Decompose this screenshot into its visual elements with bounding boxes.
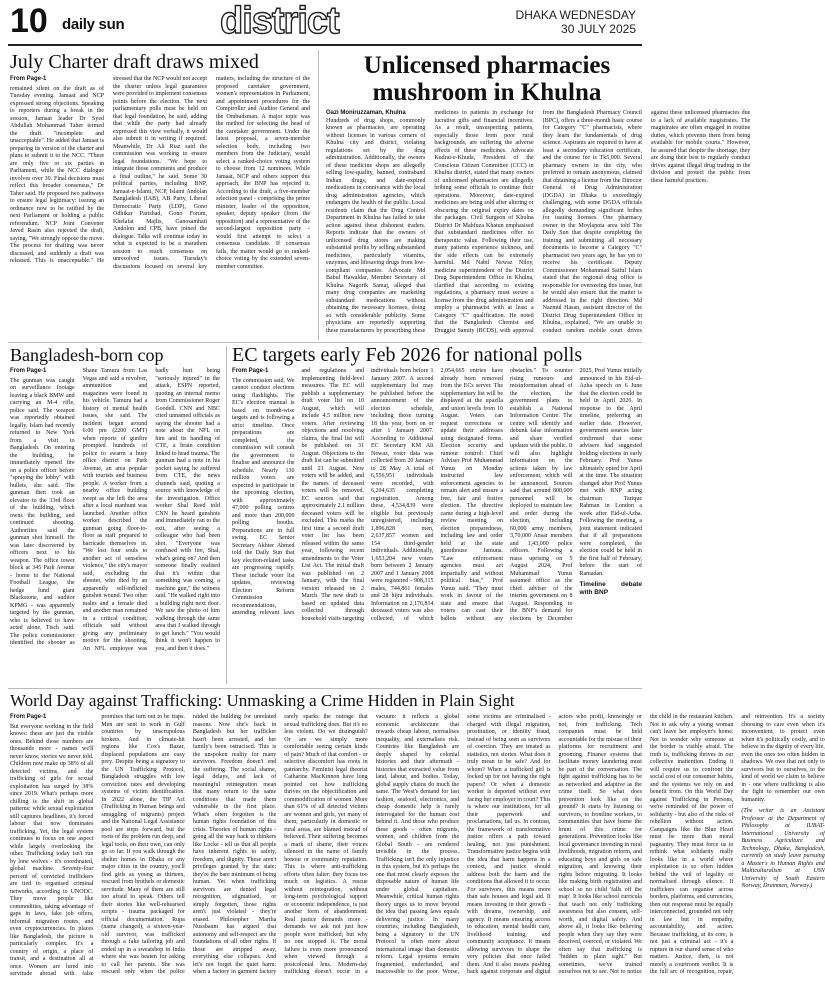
masthead <box>0 0 650 46</box>
story4-paragraph: The commission said. We cannot conduct elections using flashlights. The EC's election manual is based on month-wise targets and is following a strict timeline. Once preparations are completed, the commission will consult the government to finalise and announce the schedule. Nearly 130 million voters are expected to participate in the upcoming election, with approximately 47,000 polling centres and more than 200,000 polling booths. Preparations are in full swing. EC Senior Secretary Akhter Ahmed told the Daily Sun that key election-related tasks are progressing rapidly. These include voter list updates, reviewing Election Reform Commission recommendations, amending relevant laws and regulations and implementing field-level measures. The EC will publish a supplementary draft voter list on 10 August, which will include 4.5 million new voters. After reviewing objections and resolving claims, the final list will be published on 31 August. Objections to the draft list can be submitted until 21 August. New voters will be added, and the names of deceased voters will be removed. EC sources said that approximately 2.1 million deceased voters will be excluded. This marks the first time a second draft voter list has been released within the same year, following recent amendments to the Voter List Act. The initial draft was published on 2 January, with the final version released on 2 March. The new draft is based on updated data collected through household visits targeting individuals born before 1 January 2007. A second supplementary list may be published before the announcement of the election schedule, including those turning 18 this year, born on or after 1 January 2007. According to Additional EC Secretary KM Ali Newaz, voter data was collected from 20 January to 28 May. A total of 6,556,951 individuals were recorded, with 6,204,635 completing registration. Among these, 4,534,839 were eligible but previously unregistered, including 1,896,828 men, 2,637,857 women and 154 third-gender individuals. Additionally, 1,653,204 new voters born between 2 January 2007 and 1 January 2008 were registered - 908,315 males, 744,861 females and 28 hijra individuals. Information on 2,176,814 deceased voters was also collected, of which 2,054,665 entries have already been removed from the ECs server. The supplementary list will be displayed at the upazila and union levels from 10 August. Voters can request corrections or update their addresses using designated forms. Election security and rumour control: Chief Adviser Prof Muhammad Yunus on Monday instructed law enforcement agencies to remain alert and ensure a free, fair and festive election. The directive came during a high-level review meeting on election preparedness, including law and order held at the state guesthouse Jamuna. "Law enforcement agencies must act impartially and without political bias," Prof Yunus said. "They must work in favour of the state and ensure that voters can cast their ballots without any obstacles." To counter rising rumours and misinformation ahead of the election, the government plans to establish a National Information Centre. The centre will identify and debunk false information and share verified updates with the public. It will also highlight information on the actions taken by law enforcement, which will be announced. Sources said that around 800,000 personnel will be deployed to maintain law and order during the election, including 60,000 army members, 3,70,000 Ansar members and 1,43,000 police officers. Following a mass uprising on 5 August 2024, Prof Muhammad Yunus assumed office as the chief adviser of the interim government on 8 August. Responding to the BNP's demand for elections by December 2025, Prof Yunus initially announced in his Eid-ul-Azha speech on 6 June that the election could be held in April 2026. In response to the April timeline, preferring an earlier date. However, government sources later confirmed that some advisers had suggested holding elections in early February. Prof Yunus ultimately opted for April at the time. The situation changed after Prof Yunus met with BNP acting chairman Tarique Rahman in London a week after Eid-ul-Azha. Following the meeting, a joint statement indicated that if all preparations were completed, the election could be held in the first half of February, before the start of Ramadan. <box>232 368 642 622</box>
story5-text <box>10 714 825 980</box>
story3-from: From Page-1 <box>10 368 47 374</box>
column-divider <box>226 346 227 684</box>
masthead-rule <box>8 44 642 46</box>
story3-text <box>10 368 220 684</box>
dateline <box>516 8 636 36</box>
story2-paragraph: Hundreds of drug shops, commonly known as pharmacies, are operating without licenses in various corners of Khulna city and district, violating regulations set by the drug administration. Additionally, the owners of these medicine shops are allegedly selling low-quality, banned, contraband Indian drugs, and date-expired medications in connivance with the local drug administration agencies, which endangers the health of the public. Local residents claim that the Drug Control Department in Khulna has failed to take action against these dishonest traders. Reports indicate that the owners of unlicensed drug stores are making substantial profits by selling substandard medicines, particularly vitamins, enzymes, and lifesaving drugs from low-compliant companies. Advocate Md Babul Hawaldar, Member Secretary of Khulna Nagorik Samaj, alleged that many drug companies are marketing substandard medications without obtaining the necessary licenses, doing so with considerable publicity. Some physicians are reportedly supporting these manufacturers by prescribing these medicines to patients in exchange for lucrative gifts and financial incentives. As a result, unsuspecting patients, especially those from poor rural backgrounds, are suffering the adverse effects of these medicines. Advocate Kudrat-e-Khuda, President of the Conscious Citizen Committee (CCC) in Khulna district, stated that many owners of unlicensed pharmacies are allegedly bribing some officials to continue their operations. Moreover, date-expired medicines are being sold after altering or obscuring the original expiry dates on the packages. Civil Surgeon of Khulna District Dr Mahfuza Khatun emphasised that substandard medicines offer no therapeutic value. Following their use, many patients experience sickness, and the side effects can be extremely harmful. Md Nabil Newaz Niloy, medicine superintendent of the District Drug Superintendent Office in Khulna, clarified that according to existing regulations, a pharmacy must secure a license from the drug administration and employ a pharmacist with at least a Category "C" qualification. He noted that the Bangladesh Chemist and Druggist Samity (BCDS), with approval from the Bangladesh Pharmacy Council (BPC), offers a three-month basic course for Category "C" pharmacists, where they learn the fundamentals of drug science. Aspirants are required to have at least a secondary education certificate, and the course fee is Tk5,000. Several pharmacy owners in the city, who preferred to remain anonymous, claimed that obtaining a license from the Director General of Drug Administration (DGDA) in Dhaka is exceedingly challenging, with some DGDA officials allegedly demanding significant bribes for issuing licenses. One pharmacy owner in the Moylapota area told The Daily Sun that despite completing the training and submitting all necessary documents to become a Category "C" pharmacist two years ago, he has yet to receive his certificate. Deputy Commissioner Mohammad Saiful Islam stated that the regional drug office is responsible for overseeing this issue, but he would also ensure that the matter is addressed in the right direction. Md Nazmul Hasan, assistant director of the District Drug Superintendent Office in Khulna, explained, "We are unable to conduct random mobile court drives against these unlicensed pharmacies due to a lack of available magistrates. The magistrates are often engaged in routine duties, which prevents them from being available for mobile courts." However, he assured that despite the shortage, they are doing their best to regularly conduct drives against illegal drug trading in the division and protect the public from these harmful practices. <box>326 110 751 334</box>
column-divider <box>318 50 319 340</box>
story2-byline: Gazi Moniruzzaman, Khulna <box>326 110 406 116</box>
story1-headline: July Charter draft draws mixed <box>10 51 259 73</box>
story5-author-note: (The writer is an Assistant Professor at the Department of Philosophy at IUBAT-International University of Business Agriculture and Technology, Dhaka, Bangladesh, currently on study leave pursuing a Master's in Human Rights and Multiculturalism at USN University of South Eastern Norway, Drammen, Norway.) <box>741 808 825 889</box>
story4-headline: EC targets early Feb 2026 for national polls <box>232 344 583 366</box>
story4-timeline-head: Timeline debate with BNP <box>579 581 642 596</box>
story4-from: From Page-1 <box>232 368 269 374</box>
story1-paragraph: remained silent on the draft as of Tuesday evening. Jamaat and NCP expressed strong objections. Speaking to reporters during a break in the session, Jamaat leader Dr Syed Abdullah Mohammad Taher termed the draft "incomplete and unacceptable". He added that Jamaat is preparing its version of the charter and plans to submit it to the NCC. "There are only five or six parties in Parliament, while the NCC dialogue involves over 30. Final decisions must reflect this broader consensus," Dr Taher said. He proposed two pathways to ensure legal legitimacy: issuing an ordinance now to be ratified by the next Parliament or holding a public referendum. NCP Joint Convener Javed Rasin also rejected the draft, saying, "We strongly oppose the move. The process for drafting was never discussed, and suddenly a draft was released. This is unacceptable." He stressed that the NCP would not accept the charter unless legal guarantees were provided to implement consensus points before the election. The next parliamentary polls must be held on that legal foundation, he said, adding that while the party had already expressed this view verbally, it would also submit it in writing if required. Meanwhile, Dr Ali Riaz said the commission was working to ensure legal foundations. "We hope to integrate those comments and produce a final outline," he said. Some 30 political parties, including BNP, Jamaat-e-Islami, NCP, Islami Andolan Bangladesh (IAB), AB Party, Liberal Democratic Party (LDP), Gono Odhikar Parishad, Gono Forum, Khelafat Majlis, Ganosamhati Andolon and CPB, have joined the dialogue. Talks will continue today in what is expected to be a marathon session to reach consensus on unresolved issues. Tuesday's discussions focused on several key matters, including the structure of the proposed caretaker government, women's representation in Parliament, and appointment procedures for the Comptroller and Auditor General and the Ombudsman. A major topic was the method for selecting the head of the caretaker government. Under the latest proposal, a seven-member selection body, including two members from the Judiciary, would select a ranked-choice voting system to choose from 12 nominees. While Jamaat, NCP and others support this approach, the BNP has rejected it. According to the draft, a five-member selection panel - comprising the prime minister, leader of the opposition, speaker, deputy speaker (from the opposition) and a representative of the second-largest opposition party - would first attempt to select a consensus candidate. If consensus fails, the matter would go to ranked-choice voting by the extended seven-member committee. <box>10 76 310 270</box>
section-rule <box>8 688 642 689</box>
story1-text <box>10 76 310 338</box>
dateline-date: 30 JULY 2025 <box>561 22 636 36</box>
story1-from: From Page-1 <box>10 76 47 82</box>
section-rule <box>8 342 642 343</box>
story3-body <box>10 368 220 684</box>
story5-body <box>10 714 825 980</box>
story4-body <box>232 368 642 684</box>
story2-text <box>326 110 751 338</box>
story1-body <box>10 76 310 338</box>
page-number: 10 <box>10 2 48 40</box>
story5-from: From Page-1 <box>10 714 47 720</box>
story2-body <box>326 110 751 338</box>
story2-headline: Unlicensed pharmacies mushroom in Khulna <box>363 52 611 106</box>
dateline-city-day: DHAKA WEDNESDAY <box>515 8 636 22</box>
story5-paragraph: But everyone working in the field knows: these are just the visible ones. Behind those numbers are thousands more - names we'll never know, stories we never told. Children now make up 38% of all detected victims, and the trafficking of girls for sexual exploitation has surged by 38% since 2019. What's perhaps more chilling is the shift in global patterns: while sexual exploitation still captures headlines, it's forced labour that now dominates trafficking. Yet, the legal system continues to focus on one aspect while largely overlooking the other. Trafficking today isn't run by lone wolves - it's coordinated, global machine. Seventy-four percent of convicted traffickers are tied to organised criminal networks, according to UNODC. They move people like commodities, taking advantage of gaps in laws, fake job offers, informal migration routes, and even cryptocurrencies. In places like Bangladesh, the picture is particularly complex. It's a country of origin, a place of transit, and a destination all at once. Women are lured into servitude abroad with false promises that turn out to be traps. Men are sent to work in Gulf countries by unscrupulous brokers. And in climate-hit regions like Cox's Bazar, displaced populations are easy prey. Despite being a signatory to the UN Trafficking Protocol, Bangladesh struggles with low conviction rates and developing systems of victim identification. In 2022 alone, the TIP Act (Trafficking in Human beings and smuggling of migrants) project and the National Legal Assistance pool are steps forward, but the roots of the problem run deep, and legal tools, on their own, can only go so far. If you walk through the shelter homes in Dhaka or any major cities in the country, you'll find girls as young as thirteen, rescued from brothels or domestic servitude. Many of them are still too afraid to speak. Others tell their stories like well-rehearsed scripts - trauma packaged for official documentation. Rupa (name changed), a sixteen-year-old survivor, was trafficked through a fake tailoring job and ended up in a sweatshop in India where she was beaten for asking to call her parents. She was rescued only when the police raided the building for unrelated reasons. Now she's back in Bangladesh but her trafficker hasn't been arrested, and her family's been ostracised. This is the unspoken reality for many survivors. Freedom doesn't end the suffering. The social shame, legal delays, and lack of meaningful reintegration mean that many return to the same conditions that made them vulnerable in the first place. What's often forgotten is the human rights foundation of this crisis. Theories of human rights - going all the way back to thinkers like Locke - tell us that all people have inherent rights to safety, freedom, and dignity. These aren't privileges granted by the state; they're the bare minimum of being human. Yet when trafficking survivors are denied legal recognition, stigmatised, or simply forgotten, those rights aren't just violated - they're erased. Philosopher Martha Nussbaum has argued that autonomy and self-respect are the foundations of all other rights. If those are stripped away, everything else collapses. And let's not forget the quiet harm: when a factory in garment factory rarely sparks the outrage that sexual trafficking does. But it's no less violent. Do we distinguish? Or are we simply more comfortable seeing certain kinds of pain? Much of that comfort - or selective discomfort has roots in patriarchy. Feminist legal theorist Catharine MacKinnon have long pointed out how trafficking thrives on the objectification and commodification of women. More than 61% of all detected victims are women and girls, yet many of them, particularly in domestic or rural areas, are blamed instead of believed. Their suffering becomes a mark of shame, their voices silenced in the name of family honour or community reputation. This is where anti-trafficking efforts often falter: they focus too much on logistics. A rescue without reintegration, without long-term psychological support or economic independence, is just another form of abandonment. Real justice demands more - demands we ask not just how people were trafficked, but why no one stopped it. The moral failure is even more pronounced when viewed through a postcolonial lens. Modern-day trafficking doesn't occur in a vacuum: it reflects a global economic architecture that rewards cheap labour, normalises inequality, and externalises risk. Countries like Bangladesh are deeply shaped by colonial histories and their aftermath - histories that extracted value from land, labour, and bodies. Today, global supply chains do much the same. The West's demand for fast fashion, seafood, electronics, and cheap domestic help is rarely interrogated for the human cost behind it. And those who produce these goods - often migrants, women, and children from the Global South - are rendered invisible in the process. Trafficking isn't the only injustice in this system, but it's perhaps the one that most clearly exposes the disposable nature of human life under global capitalism. Meanwhile, critical human rights theory urges us to move beyond the idea that passing laws equals delivering justice. In many countries, including Bangladesh, being a signatory to the UN Protocol is often more about international image than domestic reform. Legal systems remain fragmented, underfunded, and inaccessible to the poor. Worse, some victims are criminalised - charged with illegal migration, prostitution, or identity fraud, instead of being seen as survivors of coercion. They are treated as statistics, not stories. What does it truly mean to be safe? And for whom? When a trafficked girl is locked up for not having the right papers? Or when a domestic worker is deported without ever facing her employer in court? This is where our institutions, for all their paperwork and proclamations, fail us. In contrast, the framework of transformative justice offers a path toward healing, not just punishment. Transformative justice begins with the idea that harm happens in a context, and justice should address both the harm and the conditions that allowed it to occur. For survivors, this means more than safe houses and legal aid. It means investing in their growth - with dreams, ownership, and agency. It means ensuring access to education, mental health care, livelihood training, and community acceptance. It means allowing survivors to shape the very policies that once failed them. And it also means pushing back against corporate and digital actors who profit, knowingly or not, from trafficking. Tech companies must be held accountable for the misuse of their platforms for recruitment and grooming. Finance systems that facilitate money laundering must be part of the conversation. The fight against trafficking has to be as networked and adaptive as the crime itself. So what does prevention look like on the ground? It starts by listening to survivors, to frontline workers, to communities that have borne the brunt of this crime for generations. Prevention looks like local governance investing in rural livelihoods, migration reform, and educating boys and girls on safe migration, and knowing their rights before migrating. It looks like making birth registration and school so no child 'falls off the map'. It looks like school curricula that teach not only trafficking awareness but also consent, self-worth, and digital safety. And above all, it looks like believing people when they say they were deceived, coerced, or violated. We often say that trafficking is "hidden in plain sight." But sometimes, we've trained ourselves not to see. Not to notice the child in the restaurant kitchen. Not to ask why a young woman can't leave her employer's home. Not to wonder why someone at the border is visibly afraid. The truth is, trafficking thrives in our collective inattention. Ending it will require us to confront the social cost of our consumer habits, and the systems we rely on and benefit from. On this World Day against Trafficking in Persons, we're reminded of the power of solidarity - but also of the risks of rebellion without action. Campaigns like the Blue Heart must be more than moral pageantry. They must force us to rethink what solidarity really looks like in a world where exploitation is so often hidden behind the veil of legality or normalised through silence. If traffickers can organise across borders, platforms, and currencies, then our response must be equally interconnected, grounded not only in law but in empathy, accountability, and action. Because trafficking, at its core, is not just a criminal act - it's a rupture in our shared sense of who matters. Justice, then, is not merely a courtroom verdict. It is the full arc of recognition, repair, and reinvention. It's a society choosing to care even when it's inconvenient, to protect even when it's politically costly, and to believe in the dignity of every life, even the ones too often hidden in shadows. We owe that not only to survivors but to ourselves, to the kind of world we claim to believe in - one where trafficking is also the fight to remember our own humanity. <box>10 714 825 977</box>
story3-headline: Bangladesh-born cop <box>10 345 164 365</box>
brand-logo: daily sun <box>62 16 125 33</box>
story5-headline: World Day against Trafficking: Unmasking a Crime Hidden in Plain Sight <box>10 691 515 710</box>
story3-paragraph: The gunman was caught on surveillance footage leaving a black BMW and carrying an M-4 rifle, police said. The weapon was reportedly obtained legally. Islam had recently returned to New York from a visit to Bangladesh. On entering the building, he immediately opened fire on a police officer before "spraying the lobby" with bullets, she said. The gunman then took an elevator to the 33rd floor of the building, which owns the building, and continued shooting. Authorities said the gunman shot himself. He was later discovered by officers next to his weapon. The office tower block at 345 Park Avenue - home to the National Football League, the hedge fund giant Blackstone, and auditor KPMG - was apparently targeted by the gunman, who is believed to have acted alone, Tisch said. The police commissioner identified the shooter as Shane Tamura from Las Vegas and said a revolver, ammunition and magazines were found in his vehicle. Tamura had a history of mental health issues, she said. The incident began around 6:00 pm (2200 GMT) when reports of gunfire prompted hundreds of police to swarm a busy office district on Park Avenue, an area popular with tourists and business people. A worker from a nearby office building swept as she left the area after a local manhunt was launched. Another office worker described the gunman going floor-to-floor as staff prepared to barricade themselves in. "We lost four souls to another act of senseless violence," the city's mayor said, excluding the shooter, who died by an apparently self-inflicted gunshot wound. Two other males and a female died and another man remained in a critical condition, officials said without giving any preliminary motive for the shooting. An NFL employee was badly hurt being "seriously injured" in the attack, ESPN reported, quoting an internal memo from Commissioner Roger Goodell. CNN and NBC cited unnamed officials as saying the shooter had a note about the NFL on him and its handling of CTE, a brain condition linked to head trauma. The gunman had a note in his pocket saying he suffered from CTE, the news channels said, quoting a source with knowledge of the investigation. Office worker Shal Reed told CNN he heard gunshots and immediately ran to the exit, after seeing a colleague who had been shot. "Everyone was confused with fire, Shal, what's going on? And then someone finally realised that it's within that something was coming, a machine gun," the witness said. "He walked right into a building right next door. We saw the photo of him walking through the same area that I walked through to get lunch." "You would think it won't happen to you, and then it does." <box>10 368 220 652</box>
section-title: district <box>220 0 339 42</box>
story4-text <box>232 368 642 684</box>
